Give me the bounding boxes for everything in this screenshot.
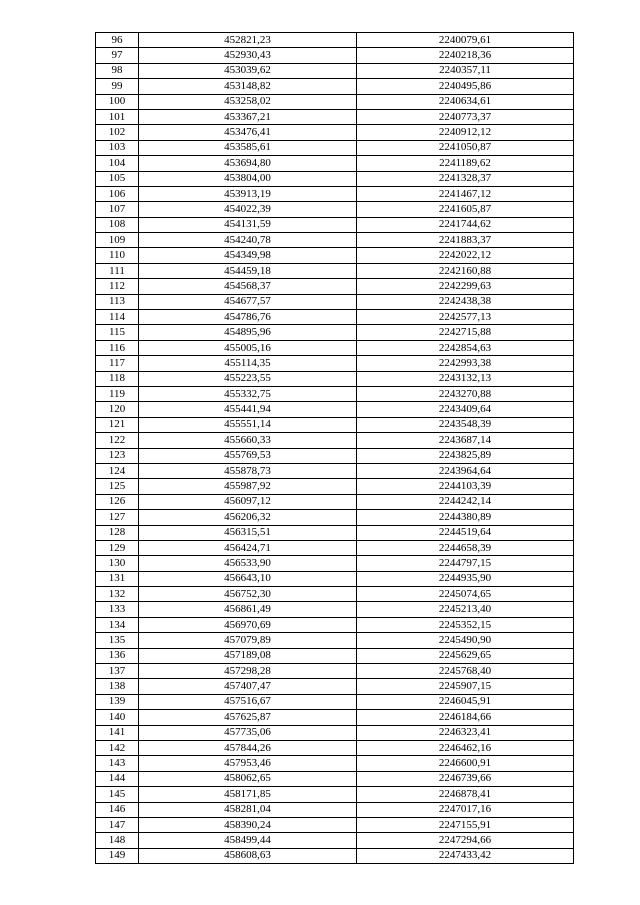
y-coordinate-cell: 2245768,40 [357,664,574,679]
x-coordinate-cell: 455114,35 [139,356,357,371]
table-row [96,109,574,124]
y-coordinate-cell: 2244380,89 [357,510,574,525]
y-coordinate-cell: 2242299,63 [357,279,574,294]
x-coordinate-cell: 455769,53 [139,448,357,463]
point-number-cell: 106 [96,186,139,201]
x-coordinate-cell: 453913,19 [139,186,357,201]
point-number-cell: 145 [96,787,139,802]
y-coordinate-cell: 2242160,88 [357,263,574,278]
y-coordinate-cell: 2241467,12 [357,186,574,201]
x-coordinate-cell: 457189,08 [139,648,357,663]
point-number-cell: 102 [96,125,139,140]
y-coordinate-cell: 2247433,42 [357,848,574,863]
table-row [96,833,574,848]
point-number-cell: 128 [96,525,139,540]
point-number-cell: 137 [96,664,139,679]
y-coordinate-cell: 2241883,37 [357,233,574,248]
point-number-cell: 144 [96,771,139,786]
table-row [96,279,574,294]
y-coordinate-cell: 2246184,66 [357,710,574,725]
y-coordinate-cell: 2244242,14 [357,494,574,509]
point-number-cell: 123 [96,448,139,463]
table-row [96,48,574,63]
x-coordinate-cell: 453804,00 [139,171,357,186]
x-coordinate-cell: 456861,49 [139,602,357,617]
point-number-cell: 104 [96,156,139,171]
table-row [96,771,574,786]
point-number-cell: 109 [96,233,139,248]
table-row [96,248,574,263]
y-coordinate-cell: 2246045,91 [357,694,574,709]
point-number-cell: 141 [96,725,139,740]
y-coordinate-cell: 2245074,65 [357,587,574,602]
x-coordinate-cell: 453585,61 [139,140,357,155]
table-row [96,848,574,863]
point-number-cell: 111 [96,263,139,278]
table-row [96,310,574,325]
point-number-cell: 138 [96,679,139,694]
table-row [96,402,574,417]
point-number-cell: 121 [96,417,139,432]
y-coordinate-cell: 2243687,14 [357,433,574,448]
y-coordinate-cell: 2240634,61 [357,94,574,109]
table-row [96,79,574,94]
x-coordinate-cell: 456315,51 [139,525,357,540]
point-number-cell: 142 [96,740,139,755]
table-row [96,371,574,386]
y-coordinate-cell: 2247294,66 [357,833,574,848]
table-row [96,479,574,494]
point-number-cell: 139 [96,694,139,709]
point-number-cell: 112 [96,279,139,294]
point-number-cell: 100 [96,94,139,109]
x-coordinate-cell: 453476,41 [139,125,357,140]
table-row [96,740,574,755]
table-row [96,664,574,679]
table-row [96,217,574,232]
y-coordinate-cell: 2242854,63 [357,340,574,355]
y-coordinate-cell: 2246600,91 [357,756,574,771]
table-row [96,571,574,586]
table-row [96,463,574,478]
x-coordinate-cell: 458608,63 [139,848,357,863]
x-coordinate-cell: 455005,16 [139,340,357,355]
x-coordinate-cell: 454568,37 [139,279,357,294]
point-number-cell: 119 [96,386,139,401]
point-number-cell: 101 [96,109,139,124]
point-number-cell: 126 [96,494,139,509]
point-number-cell: 103 [96,140,139,155]
x-coordinate-cell: 457953,46 [139,756,357,771]
point-number-cell: 148 [96,833,139,848]
y-coordinate-cell: 2240218,36 [357,48,574,63]
table-row [96,433,574,448]
table-row [96,417,574,432]
table-row [96,817,574,832]
x-coordinate-cell: 458281,04 [139,802,357,817]
table-row [96,125,574,140]
x-coordinate-cell: 453367,21 [139,109,357,124]
table-row [96,587,574,602]
y-coordinate-cell: 2245352,15 [357,617,574,632]
point-number-cell: 129 [96,540,139,555]
x-coordinate-cell: 456970,69 [139,617,357,632]
table-row [96,356,574,371]
y-coordinate-cell: 2241744,62 [357,217,574,232]
x-coordinate-cell: 457735,06 [139,725,357,740]
y-coordinate-cell: 2240912,12 [357,125,574,140]
x-coordinate-cell: 454786,76 [139,310,357,325]
point-number-cell: 116 [96,340,139,355]
point-number-cell: 117 [96,356,139,371]
x-coordinate-cell: 453039,62 [139,63,357,78]
y-coordinate-cell: 2245490,90 [357,633,574,648]
x-coordinate-cell: 452930,43 [139,48,357,63]
point-number-cell: 146 [96,802,139,817]
point-number-cell: 143 [96,756,139,771]
x-coordinate-cell: 454131,59 [139,217,357,232]
table-row [96,525,574,540]
point-number-cell: 120 [96,402,139,417]
table-row [96,294,574,309]
point-number-cell: 124 [96,463,139,478]
x-coordinate-cell: 457079,89 [139,633,357,648]
x-coordinate-cell: 455987,92 [139,479,357,494]
table-row [96,679,574,694]
point-number-cell: 136 [96,648,139,663]
point-number-cell: 96 [96,33,139,48]
x-coordinate-cell: 456424,71 [139,540,357,555]
y-coordinate-cell: 2242438,38 [357,294,574,309]
y-coordinate-cell: 2246878,41 [357,787,574,802]
x-coordinate-cell: 457625,87 [139,710,357,725]
x-coordinate-cell: 456533,90 [139,556,357,571]
y-coordinate-cell: 2243825,89 [357,448,574,463]
table-row [96,756,574,771]
y-coordinate-cell: 2246462,16 [357,740,574,755]
table-row [96,510,574,525]
point-number-cell: 131 [96,571,139,586]
x-coordinate-cell: 454349,98 [139,248,357,263]
x-coordinate-cell: 458390,24 [139,817,357,832]
y-coordinate-cell: 2240495,86 [357,79,574,94]
y-coordinate-cell: 2240079,61 [357,33,574,48]
table-row [96,648,574,663]
table-row [96,94,574,109]
point-number-cell: 134 [96,617,139,632]
point-number-cell: 108 [96,217,139,232]
point-number-cell: 115 [96,325,139,340]
table-row [96,186,574,201]
table-row [96,325,574,340]
x-coordinate-cell: 455878,73 [139,463,357,478]
y-coordinate-cell: 2243964,64 [357,463,574,478]
y-coordinate-cell: 2245907,15 [357,679,574,694]
y-coordinate-cell: 2247017,16 [357,802,574,817]
x-coordinate-cell: 456643,10 [139,571,357,586]
x-coordinate-cell: 457516,67 [139,694,357,709]
y-coordinate-cell: 2241328,37 [357,171,574,186]
point-number-cell: 127 [96,510,139,525]
y-coordinate-cell: 2246739,66 [357,771,574,786]
table-row [96,725,574,740]
table-row [96,233,574,248]
y-coordinate-cell: 2242993,38 [357,356,574,371]
table-row [96,140,574,155]
y-coordinate-cell: 2242022,12 [357,248,574,263]
y-coordinate-cell: 2243270,88 [357,386,574,401]
y-coordinate-cell: 2240357,11 [357,63,574,78]
point-number-cell: 107 [96,202,139,217]
y-coordinate-cell: 2247155,91 [357,817,574,832]
y-coordinate-cell: 2244519,64 [357,525,574,540]
x-coordinate-cell: 453694,80 [139,156,357,171]
table-row [96,33,574,48]
table-row [96,710,574,725]
x-coordinate-cell: 454895,96 [139,325,357,340]
point-number-cell: 118 [96,371,139,386]
y-coordinate-cell: 2244935,90 [357,571,574,586]
y-coordinate-cell: 2243409,64 [357,402,574,417]
x-coordinate-cell: 458171,85 [139,787,357,802]
x-coordinate-cell: 455332,75 [139,386,357,401]
point-number-cell: 135 [96,633,139,648]
y-coordinate-cell: 2245213,40 [357,602,574,617]
x-coordinate-cell: 454022,39 [139,202,357,217]
point-number-cell: 110 [96,248,139,263]
table-row [96,556,574,571]
x-coordinate-cell: 452821,23 [139,33,357,48]
point-number-cell: 97 [96,48,139,63]
point-number-cell: 125 [96,479,139,494]
y-coordinate-cell: 2244103,39 [357,479,574,494]
y-coordinate-cell: 2244658,39 [357,540,574,555]
y-coordinate-cell: 2241050,87 [357,140,574,155]
table-row [96,802,574,817]
point-number-cell: 132 [96,587,139,602]
table-row [96,63,574,78]
point-number-cell: 122 [96,433,139,448]
y-coordinate-cell: 2242577,13 [357,310,574,325]
coordinates-table-body [96,33,574,864]
x-coordinate-cell: 455223,55 [139,371,357,386]
table-row [96,494,574,509]
table-row [96,386,574,401]
point-number-cell: 98 [96,63,139,78]
y-coordinate-cell: 2243132,13 [357,371,574,386]
table-row [96,617,574,632]
x-coordinate-cell: 458499,44 [139,833,357,848]
point-number-cell: 113 [96,294,139,309]
x-coordinate-cell: 453258,02 [139,94,357,109]
table-row [96,633,574,648]
point-number-cell: 147 [96,817,139,832]
x-coordinate-cell: 457298,28 [139,664,357,679]
y-coordinate-cell: 2242715,88 [357,325,574,340]
point-number-cell: 99 [96,79,139,94]
y-coordinate-cell: 2240773,37 [357,109,574,124]
table-row [96,694,574,709]
x-coordinate-cell: 454459,18 [139,263,357,278]
table-row [96,171,574,186]
y-coordinate-cell: 2245629,65 [357,648,574,663]
x-coordinate-cell: 456206,32 [139,510,357,525]
x-coordinate-cell: 454677,57 [139,294,357,309]
x-coordinate-cell: 453148,82 [139,79,357,94]
x-coordinate-cell: 454240,78 [139,233,357,248]
x-coordinate-cell: 457844,26 [139,740,357,755]
point-number-cell: 114 [96,310,139,325]
table-row [96,263,574,278]
y-coordinate-cell: 2241605,87 [357,202,574,217]
x-coordinate-cell: 455441,94 [139,402,357,417]
x-coordinate-cell: 458062,65 [139,771,357,786]
x-coordinate-cell: 457407,47 [139,679,357,694]
table-row [96,156,574,171]
y-coordinate-cell: 2243548,39 [357,417,574,432]
x-coordinate-cell: 455551,14 [139,417,357,432]
table-row [96,340,574,355]
point-number-cell: 133 [96,602,139,617]
x-coordinate-cell: 455660,33 [139,433,357,448]
y-coordinate-cell: 2244797,15 [357,556,574,571]
point-number-cell: 130 [96,556,139,571]
coordinates-table [95,32,574,864]
x-coordinate-cell: 456097,12 [139,494,357,509]
table-row [96,787,574,802]
point-number-cell: 140 [96,710,139,725]
point-number-cell: 149 [96,848,139,863]
y-coordinate-cell: 2246323,41 [357,725,574,740]
table-row [96,202,574,217]
y-coordinate-cell: 2241189,62 [357,156,574,171]
x-coordinate-cell: 456752,30 [139,587,357,602]
table-row [96,448,574,463]
table-row [96,540,574,555]
point-number-cell: 105 [96,171,139,186]
table-row [96,602,574,617]
